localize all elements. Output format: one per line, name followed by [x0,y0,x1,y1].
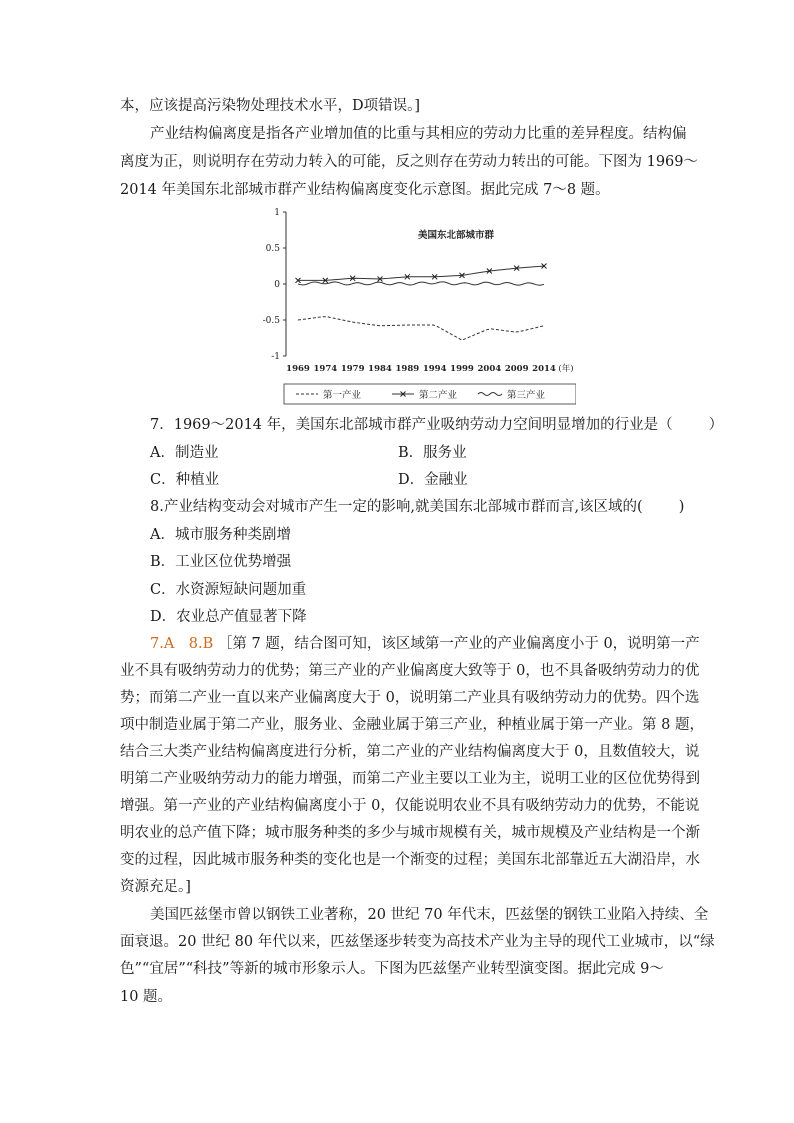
x-tick-label: 2009 [504,364,529,374]
answer-line-7: 增强。第一产业的产业结构偏离度小于 0，仅能说明农业不具有吸纳劳动力的优势，不能说 [120,798,700,814]
y-tick-label: 0.5 [265,244,280,254]
q8-option-b: B．工业区位优势增强 [150,554,292,570]
answer-line-6: 明第二产业吸纳劳动力的能力增强，而第二产业主要以工业为主，说明工业的区位优势得到 [120,771,700,787]
chart-title: 美国东北部城市群 [417,230,495,241]
q7-options-row-1 [150,443,467,463]
intro-line-2: 离度为正，则说明存在劳动力转入的可能，反之则存在劳动力转出的可能。下图为 1969～ [120,154,699,170]
y-tick-label: 1 [274,208,280,218]
deviation-chart [256,200,576,408]
series-primary-industry-line [298,317,544,340]
q7-options-row-2 [150,470,468,490]
answer-line-2: 业不具有吸纳劳动力的优势；第三产业的产业偏离度大致等于 0，也不具备吸纳劳动力的优 [120,663,700,679]
x-tick-label: 1979 [340,364,365,374]
q7-option-b: B．服务业 [398,445,467,461]
q8-option-d: D．农业总产值显著下降 [150,609,307,625]
answer-line-1 [150,634,700,654]
x-tick-label: 1984 [368,364,392,374]
answer-line-4: 项中制造业属于第二产业，服务业、金融业属于第三产业，种植业属于第一产业。第 8 题， [120,717,704,733]
q8-stem [150,497,684,517]
x-axis-label: (年) [558,364,574,374]
legend-secondary-label: 第二产业 [419,390,458,401]
q7-stem [150,415,723,435]
x-tick-label: 1989 [395,364,420,374]
x-tick-label: 2004 [477,364,502,374]
y-tick-label: -1 [271,352,280,362]
q8-stem-end: ) [678,499,685,515]
q8-option-c: C．水资源短缺问题加重 [150,582,307,598]
y-tick-label: -0.5 [262,316,280,326]
q7-stem-end: ） [708,417,724,433]
chart-svg [256,200,576,408]
q7-option-c: C．种植业 [150,472,220,488]
q8-option-a: A．城市服务种类剧增 [150,527,291,543]
q7-stem-text: 7．1969～2014 年，美国东北部城市群产业吸纳劳动力空间明显增加的行业是（ [150,417,673,433]
answer-line-8: 明农业的总产值下降；城市服务种类的多少与城市规模有关，城市规模及产业结构是一个渐 [120,825,700,841]
answer-text-1: ［第 7 题，结合图可知，该区域第一产业的产业偏离度小于 0，说明第一产 [217,636,700,652]
pittsburgh-line-3: 色”“宜居”“科技”等新的城市形象示人。下图为匹兹堡产业转型演变图。据此完成 9～ [120,961,664,977]
intro-line-1: 产业结构偏离度是指各产业增加值的比重与其相应的劳动力比重的差异程度。结构偏 [150,126,687,142]
q7-option-d: D．金融业 [398,472,468,488]
answer-line-3: 势；而第二产业一直以来产业偏离度大于 0，说明第二产业具有吸纳劳动力的优势。四个选 [120,690,700,706]
pittsburgh-line-4: 10 题。 [120,989,173,1005]
series-secondary-industry-line [298,266,544,280]
q8-stem-text: 8.产业结构变动会对城市产生一定的影响,就美国东北部城市群而言,该区域的( [150,499,643,515]
pittsburgh-line-2: 面衰退。20 世纪 80 年代以来，匹兹堡逐步转变为高技术产业为主导的现代工业城市，以“绿 [120,934,715,950]
answer-line-10: 资源充足。] [120,879,191,895]
legend-tertiary-label: 第三产业 [507,390,546,401]
legend-primary-label: 第一产业 [323,390,362,401]
answer-key: 7.A 8.B [150,636,214,652]
x-tick-label: 1974 [313,364,338,374]
q7-option-a: A．制造业 [150,445,219,461]
x-tick-label: 1999 [450,364,474,374]
paragraph-prev-answer-end: 本，应该提高污染物处理技术水平，D项错误。] [120,98,421,114]
series-tertiary-industry-line [298,282,544,285]
x-tick-label: 1994 [422,364,447,374]
pittsburgh-line-1: 美国匹兹堡市曾以钢铁工业著称，20 世纪 70 年代末，匹兹堡的钢铁工业陷入持续、全 [150,907,709,923]
x-tick-label: 2014 [532,364,556,374]
intro-line-3: 2014 年美国东北部城市群产业结构偏离度变化示意图。据此完成 7～8 题。 [120,182,610,198]
answer-line-9: 变的过程，因此城市服务种类的变化也是一个渐变的过程；美国东北部靠近五大湖沿岸，水 [120,852,700,868]
x-tick-label: 1969 [286,364,310,374]
answer-line-5: 结合三大类产业结构偏离度进行分析，第二产业的产业结构偏离度大于 0，且数值较大，说 [120,744,700,760]
y-tick-label: 0 [274,280,280,290]
